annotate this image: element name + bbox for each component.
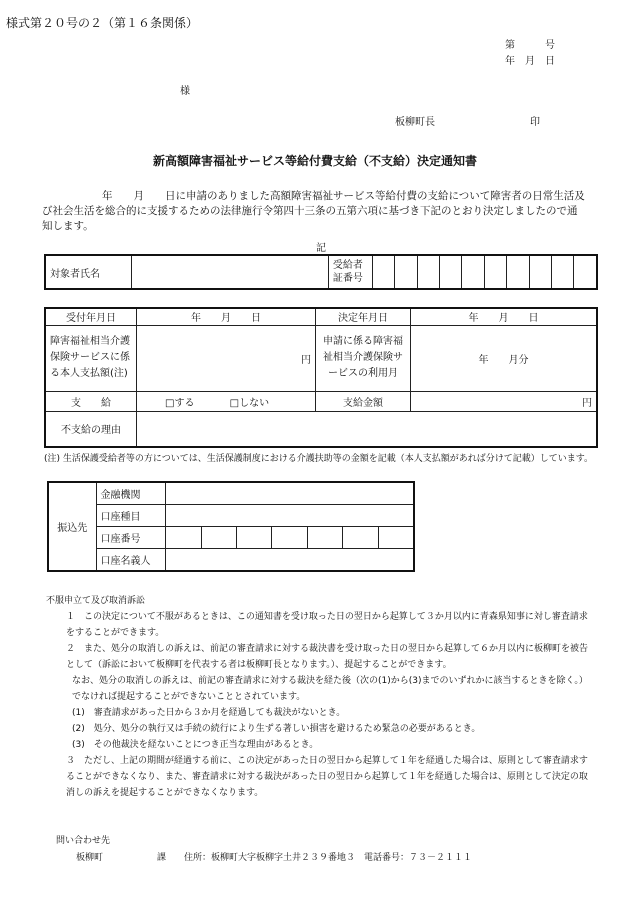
subject-name-label: 対象者氏名 (45, 255, 132, 289)
subject-table (44, 254, 598, 290)
account-holder-label: 口座名義人 (96, 549, 166, 572)
document-date: 年 月 日 (505, 56, 555, 67)
payment-value[interactable]: 円 (137, 325, 316, 391)
recipient-no-cell[interactable] (529, 255, 551, 289)
recipient-no-cell[interactable] (372, 255, 394, 289)
document-number: 第 号 (505, 40, 555, 51)
appeal-heading: 不服申立て及び取消訴訟 (46, 596, 146, 606)
appeal-paragraph-2: ２ また、処分の取消しの訴えは、前記の審査請求に対する裁決書を受け取った日の翌日から起算して６か月以内に板柳町を被告として（訴訟において板柳町を代表する者は板柳町長となります。）、提起することができます。 (66, 644, 589, 670)
reason-label: 不支給の理由 (45, 411, 137, 447)
ki-label: 記 (316, 243, 326, 254)
decision-date-label: 決定年月日 (316, 308, 411, 325)
account-number-cell[interactable] (166, 527, 201, 549)
form-id: 様式第２０号の２（第１６条関係） (6, 16, 199, 30)
account-number-cell[interactable] (237, 527, 272, 549)
addressee-suffix: 様 (180, 86, 190, 97)
appeal-section (46, 593, 591, 801)
pay-choices (137, 391, 316, 411)
account-type-field[interactable] (166, 505, 414, 527)
usage-month-label: 申請に係る障害福祉相当介護保険サービスの利用月 (316, 325, 411, 391)
appeal-paragraph-3: ３ ただし、上記の期間が経過する前に、この決定があった日の翌日から起算して１年を経過した場合は、原則として審査請求することができなくなり、また、審査請求に対する裁決があった日の翌日から起算して１年を経過した場合は、原則として決定の取消しの訴えを提起することができなくなります。 (66, 756, 588, 798)
account-number-label: 口座番号 (96, 527, 166, 549)
account-number-cell[interactable] (307, 527, 342, 549)
bank-label: 振込先 (48, 482, 96, 571)
institution-field[interactable] (166, 482, 414, 505)
amount-value[interactable]: 円 (411, 391, 598, 411)
contact-line: 板柳町 課 住所：板柳町大字板柳字土井２３９番地３ 電話番号：７３－２１１１ (76, 853, 473, 863)
received-date-label: 受付年月日 (45, 308, 137, 325)
account-number-cell[interactable] (378, 527, 414, 549)
bank-table (47, 481, 415, 572)
contact-heading: 問い合わせ先 (56, 836, 111, 846)
account-number-cell[interactable] (201, 527, 236, 549)
pay-no-checkbox[interactable]: □しない (229, 397, 270, 409)
recipient-no-cell[interactable] (417, 255, 439, 289)
appeal-item-1: (1) 審査請求があった日から３か月を経過しても裁決がないとき。 (72, 708, 346, 718)
reason-field[interactable] (137, 411, 598, 447)
recipient-no-cell[interactable] (574, 255, 597, 289)
account-number-cell[interactable] (343, 527, 378, 549)
payment-label: 障害福祉相当介護保険サービスに係る本人支払額(注) (45, 325, 137, 391)
body-text (42, 189, 587, 234)
footnote: (注) 生活保護受給者等の方については、生活保護制度における介護扶助等の金額を記載（本人支払額があれば分けて記載）しています。 (44, 454, 593, 464)
recipient-no-label: 受給者証番号 (328, 255, 372, 289)
subject-name-field[interactable] (132, 255, 329, 289)
recipient-no-cell[interactable] (462, 255, 484, 289)
institution-label: 金融機関 (96, 482, 166, 505)
account-number-cell[interactable] (272, 527, 307, 549)
issuer: 板柳町長 (395, 117, 435, 128)
appeal-item-3: (3) その他裁決を経ないことにつき正当な理由があるとき。 (72, 740, 319, 750)
appeal-item-2: (2) 処分、処分の執行又は手続の続行により生ずる著しい損害を避けるため緊急の必要があるとき。 (72, 724, 481, 734)
received-date-value[interactable]: 年 月 日 (137, 308, 316, 325)
document-title: 新高額障害福祉サービス等給付費支給（不支給）決定通知書 (152, 154, 477, 168)
recipient-no-cell[interactable] (552, 255, 574, 289)
pay-label: 支 給 (45, 391, 137, 411)
recipient-no-cell[interactable] (395, 255, 417, 289)
decision-date-value[interactable]: 年 月 日 (411, 308, 598, 325)
decision-table (44, 307, 598, 448)
usage-month-value[interactable]: 年 月分 (411, 325, 598, 391)
appeal-paragraph-2b: なお、処分の取消しの訴えは、前記の審査請求に対する裁決を経た後（次の(1)から(3)までのいずれかに該当するときを除く。）でなければ提起することができないこととされています。 (72, 676, 588, 702)
pay-yes-checkbox[interactable]: □する (165, 397, 195, 409)
account-type-label: 口座種目 (96, 505, 166, 527)
account-holder-field[interactable] (166, 549, 414, 572)
recipient-no-cell[interactable] (484, 255, 506, 289)
body-paragraph: 年 月 日に申請のありました高額障害福祉サービス等給付費の支給について障害者の日常生活及び社会生活を総合的に支援するための法律施行令第四十三条の五第六項に基づき下記のとおり決定しましたので通知します。 (42, 190, 585, 232)
seal-mark: 印 (530, 117, 540, 128)
recipient-no-cell[interactable] (507, 255, 529, 289)
amount-label: 支給金額 (316, 391, 411, 411)
appeal-paragraph-1: １ この決定について不服があるときは、この通知書を受け取った日の翌日から起算して３か月以内に青森県知事に対し審査請求をすることができます。 (66, 612, 588, 638)
recipient-no-cell[interactable] (440, 255, 462, 289)
